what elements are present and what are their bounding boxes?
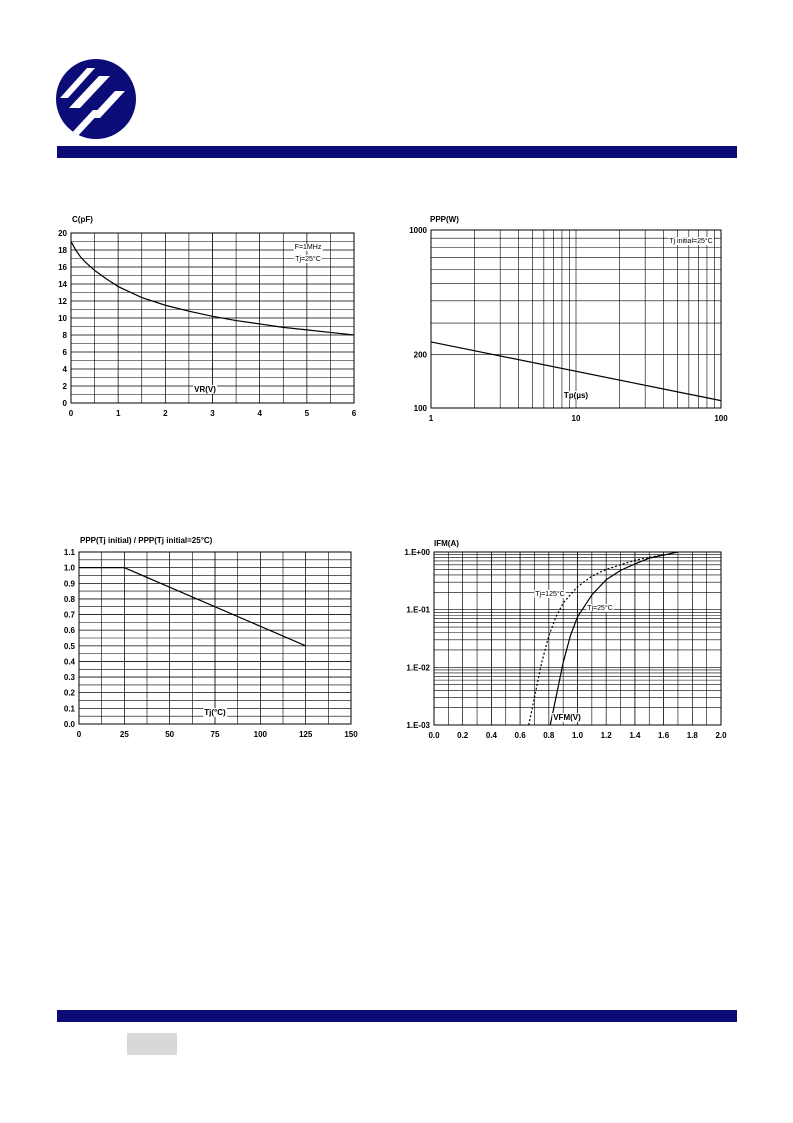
y-axis-title: PPP(Tj initial) / PPP(Tj initial=25°C): [80, 536, 213, 545]
y-tick-label: 0.0: [63, 720, 75, 729]
y-tick-label: 1.E+00: [404, 548, 430, 557]
y-tick-label: 4: [62, 365, 67, 374]
x-axis-title: VFM(V): [553, 713, 581, 722]
header-bar: [57, 146, 737, 158]
y-tick-label: 16: [58, 263, 67, 272]
x-tick-label: 2.0: [715, 731, 727, 740]
x-tick-label: 4: [257, 409, 262, 418]
x-tick-label: 6: [351, 409, 357, 418]
x-tick-label: 1.2: [600, 731, 612, 740]
y-tick-label: 2: [62, 382, 67, 391]
x-tick-label: 0.6: [514, 731, 526, 740]
x-tick-label: 1.8: [686, 731, 698, 740]
peak-pulse-power-chart: [395, 205, 740, 435]
y-tick-label: 1.E-02: [406, 663, 430, 673]
y-axis-title: C(pF): [72, 215, 93, 224]
y-tick-label: 0.4: [63, 657, 75, 667]
x-tick-label: 25: [119, 730, 129, 739]
x-axis-title: Tp(µs): [563, 391, 589, 400]
x-tick-label: 1.6: [658, 731, 670, 740]
y-tick-label: 0.7: [63, 610, 75, 620]
x-tick-label: 0: [68, 409, 74, 418]
y-tick-label: 14: [58, 280, 67, 289]
x-tick-label: 1: [428, 414, 434, 423]
x-tick-label: 3: [210, 409, 215, 418]
y-tick-label: 1.E-03: [406, 721, 430, 730]
y-tick-label: 100: [413, 404, 427, 413]
x-tick-label: 10: [571, 414, 581, 423]
x-tick-label: 150: [344, 730, 358, 739]
x-tick-label: 0.0: [428, 731, 440, 740]
y-tick-label: 0.5: [63, 641, 75, 651]
x-tick-label: 0.2: [457, 731, 469, 740]
x-tick-label: 0.4: [485, 731, 497, 740]
y-tick-label: 200: [413, 350, 427, 360]
x-tick-label: 75: [210, 730, 220, 739]
footer-bar: [57, 1010, 737, 1022]
annotation-temperature: Tj initial=25°C: [669, 238, 713, 245]
capacitance-chart: [40, 205, 370, 435]
y-tick-label: 6: [62, 348, 67, 357]
annotation-temperature: Tj=25°C: [295, 256, 321, 263]
x-tick-label: 125: [298, 730, 313, 739]
x-axis-title: Tj(°C): [204, 708, 226, 717]
y-tick-label: 0.2: [63, 688, 75, 698]
y-tick-label: 1.E-01: [406, 605, 430, 615]
y-tick-label: 0.9: [63, 579, 75, 589]
y-tick-label: 0.3: [63, 673, 75, 683]
y-tick-label: 0.8: [63, 594, 75, 604]
x-tick-label: 100: [253, 730, 268, 739]
y-tick-label: 0.6: [63, 626, 75, 636]
x-tick-label: 0.8: [543, 731, 555, 740]
y-tick-label: 12: [58, 297, 67, 306]
y-tick-label: 0.1: [63, 704, 75, 714]
power-derating-chart: [40, 530, 370, 750]
company-logo: [55, 58, 137, 140]
x-tick-label: 2: [163, 409, 168, 418]
y-tick-label: 1000: [409, 226, 427, 235]
annotation-frequency: F=1MHz: [294, 244, 322, 251]
y-tick-label: 10: [58, 314, 67, 323]
y-tick-label: 0: [62, 399, 67, 408]
y-axis-title: IFM(A): [434, 539, 459, 548]
y-tick-label: 8: [62, 331, 67, 340]
footer-page-box: [127, 1033, 177, 1055]
x-tick-label: 0: [76, 730, 82, 739]
x-tick-label: 1: [115, 409, 121, 418]
y-tick-label: 20: [58, 229, 67, 238]
x-tick-label: 1.4: [629, 731, 641, 740]
y-axis-title: PPP(W): [430, 215, 459, 224]
annotation-125c: Tj=125°C: [535, 591, 565, 598]
y-tick-label: 1.1: [63, 548, 75, 557]
x-tick-label: 1.0: [571, 731, 584, 740]
x-tick-label: 50: [165, 730, 175, 739]
x-tick-label: 100: [714, 414, 728, 423]
y-tick-label: 18: [58, 246, 67, 255]
annotation-25c: Tj=25°C: [587, 605, 613, 612]
x-tick-label: 5: [304, 409, 310, 418]
forward-current-chart: [395, 530, 740, 750]
x-axis-title: VR(V): [194, 385, 216, 394]
y-tick-label: 1.0: [63, 563, 75, 573]
